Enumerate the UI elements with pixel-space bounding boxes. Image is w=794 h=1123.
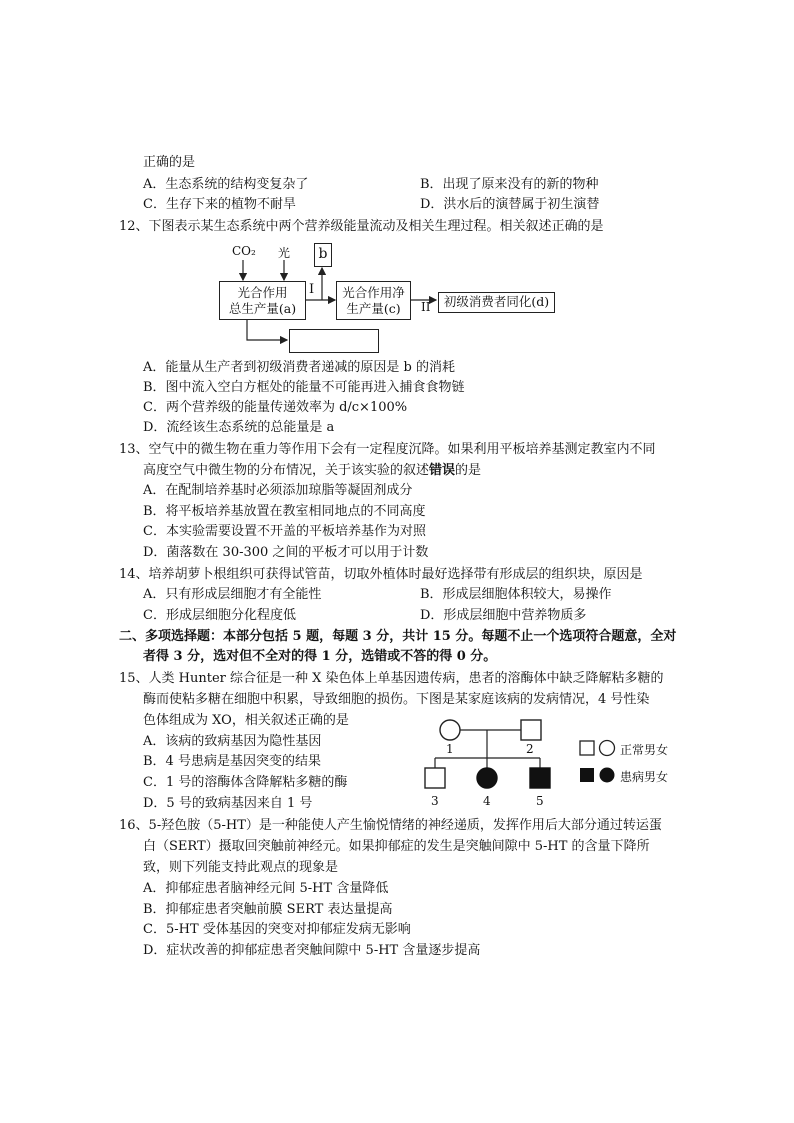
q15-stem-line2: 酶而使粘多糖在细胞中积累，导致细胞的损伤。下图是某家庭该病的发病情况，4 号性染 (143, 692, 650, 707)
q13-option-a: A．在配制培养基时必须添加琼脂等凝固剂成分 (143, 483, 413, 498)
pedigree-label-1: 1 (446, 742, 454, 756)
q12-option-a: A．能量从生产者到初级消费者递减的原因是 b 的消耗 (143, 360, 455, 375)
q16-stem-line3: 致，则下列能支持此观点的现象是 (143, 860, 339, 875)
q15-option-c: C．1 号的溶酶体含降解粘多糖的酶 (143, 775, 348, 790)
pedigree-label-2: 2 (526, 742, 534, 756)
q11-option-d: D．洪水后的演替属于初生演替 (420, 197, 600, 212)
energy-flow-diagram (205, 240, 565, 360)
q14-option-c: C．形成层细胞分化程度低 (143, 608, 296, 623)
q11-option-b: B．出现了原来没有的新的物种 (420, 177, 599, 192)
q11-stem-end: 正确的是 (143, 155, 196, 170)
q15-stem-line1: 15、人类 Hunter 综合征是一种 X 染色体上单基因遗传病，患者的溶酶体中缺乏降解粘多糖的 (119, 671, 664, 686)
q15-option-a: A．该病的致病基因为隐性基因 (143, 734, 322, 749)
pedigree-chart (420, 712, 710, 812)
q14-option-d: D．形成层细胞中营养物质多 (420, 608, 587, 623)
gross-production-line2: 总生产量(a) (228, 301, 297, 316)
q13-stem-tail: 的是 (455, 463, 482, 478)
q12-stem: 12、下图表示某生态系统中两个营养级能量流动及相关生理过程。相关叙述正确的是 (119, 219, 604, 234)
legend-affected-label: 患病男女 (620, 770, 669, 784)
legend-normal-label: 正常男女 (620, 743, 669, 757)
q12-option-d: D．流经该生态系统的总能量是 a (143, 420, 335, 435)
gross-production-line1: 光合作用 (237, 285, 288, 300)
net-production-box (336, 281, 411, 320)
q16-option-d: D．症状改善的抑郁症患者突触间隙中 5-HT 含量逐步提高 (143, 943, 481, 958)
q13-option-d: D．菌落数在 30-300 之间的平板才可以用于计数 (143, 545, 429, 560)
q11-option-c: C．生存下来的植物不耐旱 (143, 197, 296, 212)
q11-option-a: A．生态系统的结构变复杂了 (143, 177, 309, 192)
q16-option-a: A．抑郁症患者脑神经元间 5-HT 含量降低 (143, 881, 389, 896)
consumer-assimilation-box: 初级消费者同化(d) (438, 292, 555, 313)
net-production-line1: 光合作用净 (342, 285, 405, 300)
q14-option-b: B．形成层细胞体积较大，易操作 (420, 587, 612, 602)
pedigree-label-4: 4 (483, 794, 491, 808)
section2-heading-line1: 二、多项选择题：本部分包括 5 题，每题 3 分，共计 15 分。每题不止一个选项符合题意，全对 (119, 629, 677, 644)
blank-box (289, 329, 379, 353)
q13-stem-text: 高度空气中微生物的分布情况，关于该实验的叙述 (143, 463, 430, 478)
q15-option-b: B．4 号患病是基因突变的结果 (143, 754, 321, 769)
q16-option-b: B．抑郁症患者突触前膜 SERT 表达量提高 (143, 902, 393, 917)
q12-option-c: C．两个营养级的能量传递效率为 d/c×100% (143, 400, 408, 415)
light-label: 光 (278, 246, 291, 260)
pedigree-lines (420, 712, 710, 812)
q16-option-c: C．5-HT 受体基因的突变对抑郁症发病无影响 (143, 922, 411, 937)
q14-stem: 14、培养胡萝卜根组织可获得试管苗，切取外植体时最好选择带有形成层的组织块，原因是 (119, 567, 643, 582)
q16-stem-line2: 白（SERT）摄取回突触前神经元。如果抑郁症的发生是突触间隙中 5-HT 的含量下降所 (143, 839, 650, 854)
q13-stem-line1: 13、空气中的微生物在重力等作用下会有一定程度沉降。如果利用平板培养基测定教室内不同 (119, 442, 656, 457)
q13-stem-line2 (143, 462, 481, 480)
q15-stem-line3: 色体组成为 XO，相关叙述正确的是 (143, 713, 349, 728)
co2-label: CO₂ (232, 244, 256, 258)
section2-heading-line2: 者得 3 分，选对但不全对的得 1 分，选错或不答的得 0 分。 (143, 649, 497, 664)
pedigree-label-5: 5 (536, 794, 544, 808)
q16-stem-line1: 16、5-羟色胺（5-HT）是一种能使人产生愉悦情绪的神经递质，发挥作用后大部分通过转运蛋 (119, 818, 662, 833)
q13-option-c: C．本实验需要设置不开盖的平板培养基作为对照 (143, 524, 426, 539)
q15-option-d: D．5 号的致病基因来自 1 号 (143, 796, 313, 811)
q12-option-b: B．图中流入空白方框处的能量不可能再进入捕食食物链 (143, 380, 465, 395)
process-label-ii: II (421, 300, 431, 314)
pedigree-label-3: 3 (431, 794, 439, 808)
q13-stem-emphasis: 错误 (429, 463, 456, 478)
q13-option-b: B．将平板培养基放置在教室相同地点的不同高度 (143, 504, 426, 519)
net-production-line2: 生产量(c) (346, 301, 401, 316)
respiration-box-b: b (314, 243, 332, 267)
q14-option-a: A．只有形成层细胞才有全能性 (143, 587, 322, 602)
process-label-i: I (309, 282, 315, 297)
gross-production-box (219, 281, 306, 320)
